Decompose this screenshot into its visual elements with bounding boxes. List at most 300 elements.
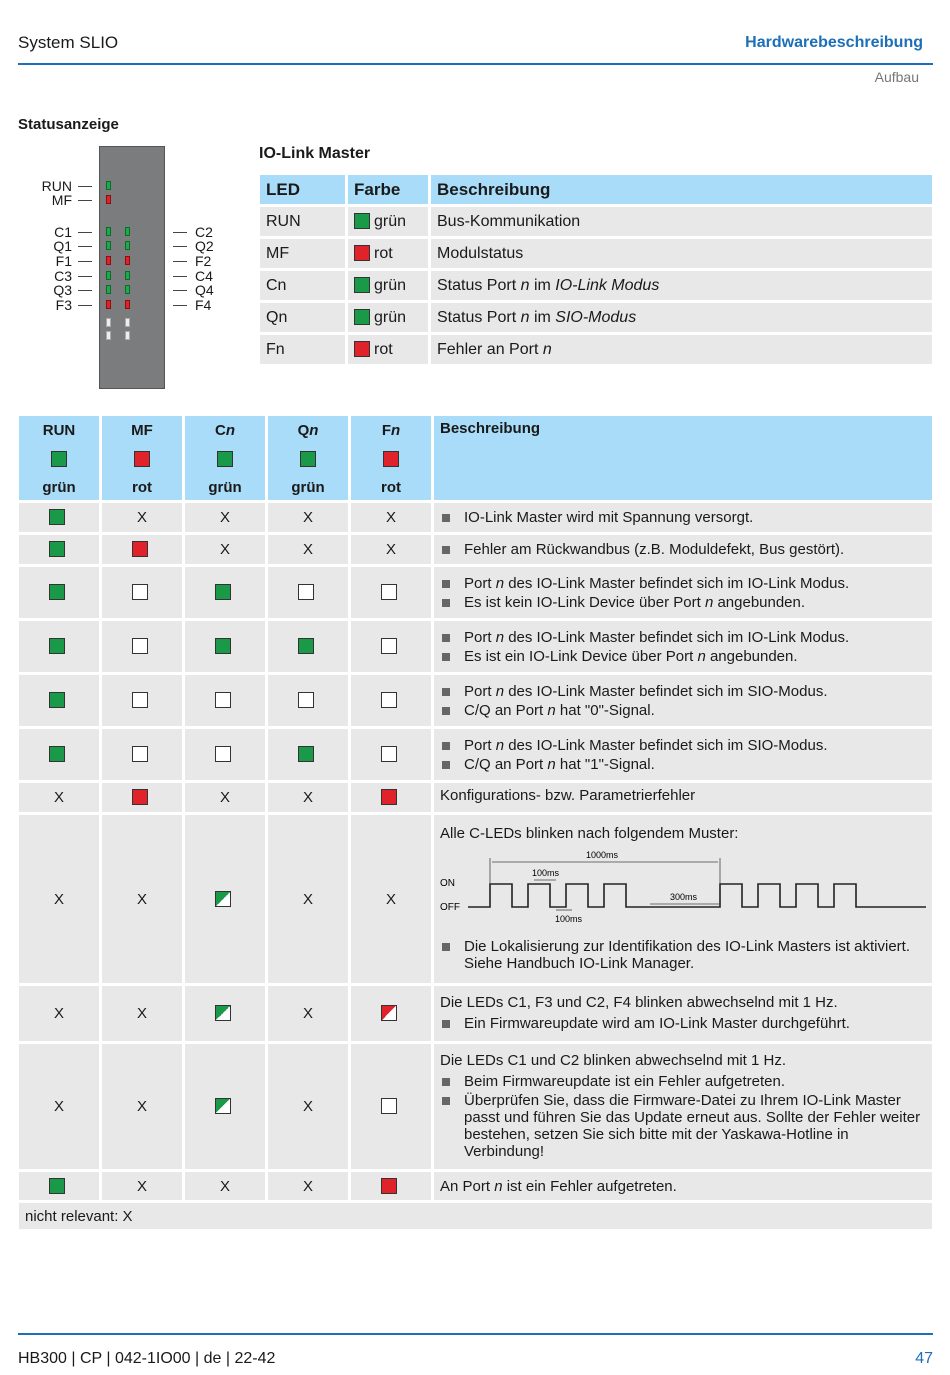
io-link-row [260,303,932,332]
status-cell [19,729,99,780]
led-state-swatch [49,746,65,762]
status-cell [351,729,431,780]
status-description [434,815,932,983]
led-state-swatch [49,1178,65,1194]
not-relevant-mark: X [268,503,348,532]
not-relevant-mark: X [185,1172,265,1200]
led-name: RUN [260,207,345,236]
status-led [106,285,111,294]
status-description [434,729,932,780]
bullet-part: Überprüfen Sie, dass die Firmware-Datei zu Ihrem IO-Link Master passt und führen Sie das Update erneut aus. Sollte der Fehler weiter bestehen, setzen Sie sich bitte mit der Yaskawa-Hotline in Verbindung! [464,1091,921,1160]
status-row [19,535,932,564]
led-state-swatch [298,584,314,600]
io-link-led-table [257,172,935,367]
status-cell [102,535,182,564]
status-led [106,271,111,280]
label-tick [78,290,92,291]
status-cell [102,621,182,672]
bullet-part: angebunden. [713,593,806,611]
status-description [434,1044,932,1169]
io-link-row [260,335,932,364]
label-300ms: 300ms [670,891,698,902]
bullet-part: SIO-Modus [747,736,824,754]
bullet-text [464,938,926,972]
bullet-square-icon [442,599,450,607]
status-led-unused [125,318,130,327]
bullet-part: Port [464,682,496,700]
led-description [431,335,932,364]
bullet-item [440,1092,926,1160]
bullet-item [440,702,926,719]
header-name [131,422,153,439]
status-col-header [351,416,431,500]
led-state-swatch [215,1098,231,1114]
led-color [348,239,428,268]
module-label-right: C2 [195,224,213,240]
header-stack [185,422,265,496]
not-relevant-mark: X [102,986,182,1041]
io-link-row [260,239,932,268]
bullet-text [464,575,849,592]
bullet-item [440,629,926,646]
chapter-title: Hardwarebeschreibung [745,34,923,51]
bullet-text [464,648,798,665]
header-stack [102,422,182,496]
note-text: nicht relevant: X [19,1203,932,1229]
bullet-part: n [495,736,505,754]
header-color-label: rot [381,479,401,496]
status-led [125,241,130,250]
bullet-text [464,683,828,700]
desc-text: im [529,276,556,294]
module-label-right: C4 [195,268,213,284]
bullet-part: IO-Link Modus [747,574,846,592]
bullet-part: C/Q an Port [464,701,548,719]
bullet-part: angebunden. [705,647,798,665]
status-led [125,300,130,309]
col-led: LED [260,175,345,204]
label-1000ms: 1000ms [586,849,619,860]
header-color-label: rot [132,479,152,496]
status-cell [185,675,265,726]
color-swatch [354,245,370,261]
status-description [434,783,932,812]
status-cell [268,621,348,672]
status-cell [185,621,265,672]
header-color-label: grün [291,479,325,496]
io-link-row [260,271,932,300]
bullet-part: IO-Link Modus [747,628,846,646]
bullet-part: Es ist kein IO-Link Device über Port [464,593,705,611]
color-label: grün [374,308,407,326]
module-label-left: C3 [54,268,72,284]
header-stack [19,422,99,496]
led-state-swatch [381,789,397,805]
module-label-left: C1 [54,224,72,240]
not-relevant-mark: X [268,1172,348,1200]
module-label-right: Q2 [195,238,214,254]
status-cell [185,729,265,780]
label-tick [78,232,92,233]
status-led [106,241,111,250]
footer-doc-id: HB300 | CP | 042-1IO00 | de | 22-42 [18,1350,276,1367]
color-label: rot [374,244,393,262]
module-label-left: Q3 [53,282,72,298]
led-color [348,271,428,300]
color-label: rot [374,340,393,358]
bullet-part: Es ist ein IO-Link Device über Port [464,647,698,665]
bullet-text [464,756,655,773]
desc-text: Fehler an Port [437,340,543,358]
not-relevant-mark: X [19,783,99,812]
not-relevant-mark: X [185,783,265,812]
bullet-item [440,1015,926,1032]
bullet-text [464,594,805,611]
bullet-item [440,575,926,592]
bullet-square-icon [442,688,450,696]
bullet-part: n [495,682,505,700]
desc-italic: n [542,340,552,358]
bullet-part: . [845,574,850,592]
led-state-swatch [215,746,231,762]
led-description [431,271,932,300]
led-color [348,303,428,332]
status-cell [351,567,431,618]
led-state-swatch [381,692,397,708]
status-cell [185,1044,265,1169]
header-name-text: RUN [42,422,76,439]
status-intro: Die LEDs C1, F3 und C2, F4 blinken abwechselnd mit 1 Hz. [440,993,838,1011]
bullet-item [440,509,926,526]
led-state-swatch [298,638,314,654]
not-relevant-mark: X [351,503,431,532]
status-col-header [102,416,182,500]
led-state-swatch [215,584,231,600]
status-cell [351,986,431,1041]
bullet-part: hat "0"-Signal. [555,701,655,719]
status-table [16,413,935,1232]
led-state-swatch [49,541,65,557]
module-label-right: Q4 [195,282,214,298]
led-color [348,207,428,236]
status-row [19,621,932,672]
bullet-part: n [495,628,505,646]
not-relevant-mark: X [19,1044,99,1169]
status-row [19,503,932,532]
led-state-swatch [132,541,148,557]
bullet-part: Ein Firmwareupdate wird am IO-Link Master durchgeführt. [464,1014,850,1032]
color-swatch [217,451,233,467]
section-subtitle: Aufbau [874,69,919,85]
header-name-italic: n [309,422,319,439]
status-intro: Alle C-LEDs blinken nach folgendem Muster: [440,824,739,842]
not-relevant-mark: X [351,535,431,564]
bullet-square-icon [442,514,450,522]
color-swatch [51,451,67,467]
not-relevant-mark: X [102,815,182,983]
color-swatch [354,277,370,293]
status-led-unused [106,331,111,340]
header-color-label: grün [208,479,242,496]
color-swatch [383,451,399,467]
status-cell [19,567,99,618]
status-description [434,1172,932,1200]
col-farbe: Farbe [348,175,428,204]
desc-italic: n [520,308,530,326]
header-name-text: C [214,422,226,439]
status-row [19,986,932,1041]
status-intro: Die LEDs C1 und C2 blinken abwechselnd mit 1 Hz. [440,1051,787,1069]
status-led [106,181,111,190]
section-heading: Statusanzeige [18,116,119,133]
module-label-right: F4 [195,297,212,313]
led-state-swatch [381,746,397,762]
bullet-part: des IO-Link Master befindet sich im [504,736,748,754]
bullet-part: n [495,574,505,592]
bullet-part: . [845,628,850,646]
bullet-item [440,683,926,700]
module-label-right: F2 [195,253,212,269]
status-cell [268,567,348,618]
module-label-left: F3 [55,297,72,313]
status-description [434,567,932,618]
status-led [125,285,130,294]
color-swatch [354,213,370,229]
header-stack [351,422,431,496]
led-state-swatch [49,692,65,708]
led-state-swatch [132,638,148,654]
desc-italic: IO-Link Modus [555,276,660,294]
bullet-part: IO-Link Master wird mit Spannung versorgt. [464,509,754,526]
bullet-part: n [704,593,714,611]
bullet-part: des IO-Link Master befindet sich im [504,574,748,592]
header-name [382,422,400,439]
bullet-item [440,756,926,773]
not-relevant-mark: X [102,503,182,532]
bullet-part: des IO-Link Master befindet sich im [504,682,748,700]
not-relevant-mark: X [185,535,265,564]
status-row [19,815,932,983]
led-name: MF [260,239,345,268]
bullet-item [440,594,926,611]
led-state-swatch [132,584,148,600]
led-name: Fn [260,335,345,364]
status-col-header [19,416,99,500]
not-relevant-mark: X [102,1044,182,1169]
label-tick [78,261,92,262]
led-state-swatch [132,789,148,805]
led-state-swatch [298,746,314,762]
desc-text: Status Port [437,308,521,326]
desc-text: Bus-Kommunikation [437,212,581,230]
label-tick [173,232,187,233]
not-relevant-mark: X [185,503,265,532]
status-col-header [268,416,348,500]
label-tick [173,276,187,277]
bullet-text [464,541,844,558]
intro-part: An Port [440,1177,495,1195]
desc-text: Status Port [437,276,521,294]
label-tick [173,246,187,247]
header-name [298,422,319,439]
status-description [434,986,932,1041]
header-name-text: Q [297,422,310,439]
label-tick [78,305,92,306]
desc-text: Modulstatus [437,244,524,262]
col-beschreibung: Beschreibung [431,175,932,204]
led-state-swatch [381,584,397,600]
status-cell [185,815,265,983]
bullet-square-icon [442,707,450,715]
off-label: OFF [440,901,460,913]
bullet-text [464,1073,785,1090]
status-row [19,1172,932,1200]
status-description [434,535,932,564]
bullet-part: n [547,701,556,719]
bullet-text [464,509,753,526]
bullet-item [440,1073,926,1090]
bullet-text [464,702,655,719]
header-name [43,422,76,439]
status-led [125,256,130,265]
intro-part: n [494,1177,503,1195]
header-name-italic: n [391,422,401,439]
color-label: grün [374,212,407,230]
not-relevant-mark: X [268,986,348,1041]
color-swatch [300,451,316,467]
label-tick [78,200,92,201]
bullet-part: des IO-Link Master befindet sich im [504,628,748,646]
status-col-header [185,416,265,500]
label-100ms-bottom: 100ms [555,913,583,924]
status-cell [268,675,348,726]
bullet-text [464,629,849,646]
module-label-left: MF [51,192,72,208]
status-cell [102,783,182,812]
label-tick [78,276,92,277]
led-state-swatch [381,1005,397,1021]
status-cell [19,535,99,564]
status-cell [268,729,348,780]
bullet-square-icon [442,943,450,951]
bullet-square-icon [442,761,450,769]
bullet-square-icon [442,634,450,642]
status-description [434,675,932,726]
label-100ms-top: 100ms [532,867,560,878]
not-relevant-mark: X [102,1172,182,1200]
intro-part: ist ein Fehler aufgetreten. [502,1177,677,1195]
header-name-italic: n [225,422,235,439]
bullet-part: Beim Firmwareupdate ist ein Fehler aufgetreten. [464,1072,785,1090]
status-description [434,503,932,532]
status-led-unused [106,318,111,327]
led-state-swatch [215,1005,231,1021]
led-state-swatch [49,584,65,600]
status-cell [19,503,99,532]
led-description [431,239,932,268]
status-description [434,621,932,672]
status-led [106,256,111,265]
led-state-swatch [215,638,231,654]
blink-pattern-diagram [440,846,926,934]
led-name: Cn [260,271,345,300]
led-state-swatch [215,891,231,907]
bullet-part: Fehler am Rückwandbus (z.B. Moduldefekt, Bus gestört). [464,541,845,558]
led-state-swatch [132,746,148,762]
header-name-text: MF [131,422,153,439]
module-label-left: RUN [41,178,72,194]
bullet-part: n [547,755,556,773]
status-intro [440,1178,926,1195]
status-cell [351,675,431,726]
led-color [348,335,428,364]
header-stack [268,422,348,496]
bullet-part: hat "1"-Signal. [555,755,655,773]
bullet-part: Port [464,736,496,754]
led-description [431,207,932,236]
status-row [19,567,932,618]
not-relevant-mark: X [19,986,99,1041]
bullet-item [440,541,926,558]
bullet-text [464,1015,850,1032]
bullet-part: . [823,682,828,700]
bullet-text [464,737,828,754]
desc-text: im [529,308,556,326]
desc-italic: n [520,276,530,294]
bullet-part: SIO-Modus [747,682,824,700]
header-name [215,422,235,439]
status-cell [19,675,99,726]
bullet-square-icon [442,742,450,750]
io-link-title: IO-Link Master [259,145,371,162]
led-state-swatch [49,638,65,654]
not-relevant-mark: X [19,815,99,983]
led-state-swatch [381,638,397,654]
status-led [125,271,130,280]
on-label: ON [440,877,455,889]
not-relevant-mark: X [268,1044,348,1169]
led-description [431,303,932,332]
led-name: Qn [260,303,345,332]
led-state-swatch [49,509,65,525]
status-cell [185,567,265,618]
bullet-square-icon [442,1020,450,1028]
bullet-part: n [697,647,706,665]
bullet-text [464,1092,926,1160]
bullet-square-icon [442,546,450,554]
status-cell [19,1172,99,1200]
status-cell [351,621,431,672]
desc-italic: SIO-Modus [555,308,637,326]
bullet-square-icon [442,1078,450,1086]
io-link-row [260,207,932,236]
label-tick [78,246,92,247]
status-row [19,729,932,780]
status-led [106,195,111,204]
led-state-swatch [298,692,314,708]
label-tick [173,261,187,262]
label-tick [173,305,187,306]
status-led-unused [125,331,130,340]
not-relevant-mark: X [351,815,431,983]
status-intro: Konfigurations- bzw. Parametrierfehler [440,787,696,804]
bullet-square-icon [442,1097,450,1105]
bullet-part: . [823,736,828,754]
status-led [106,300,111,309]
footer-rule [18,1333,933,1335]
color-label: grün [374,276,407,294]
status-cell [102,675,182,726]
